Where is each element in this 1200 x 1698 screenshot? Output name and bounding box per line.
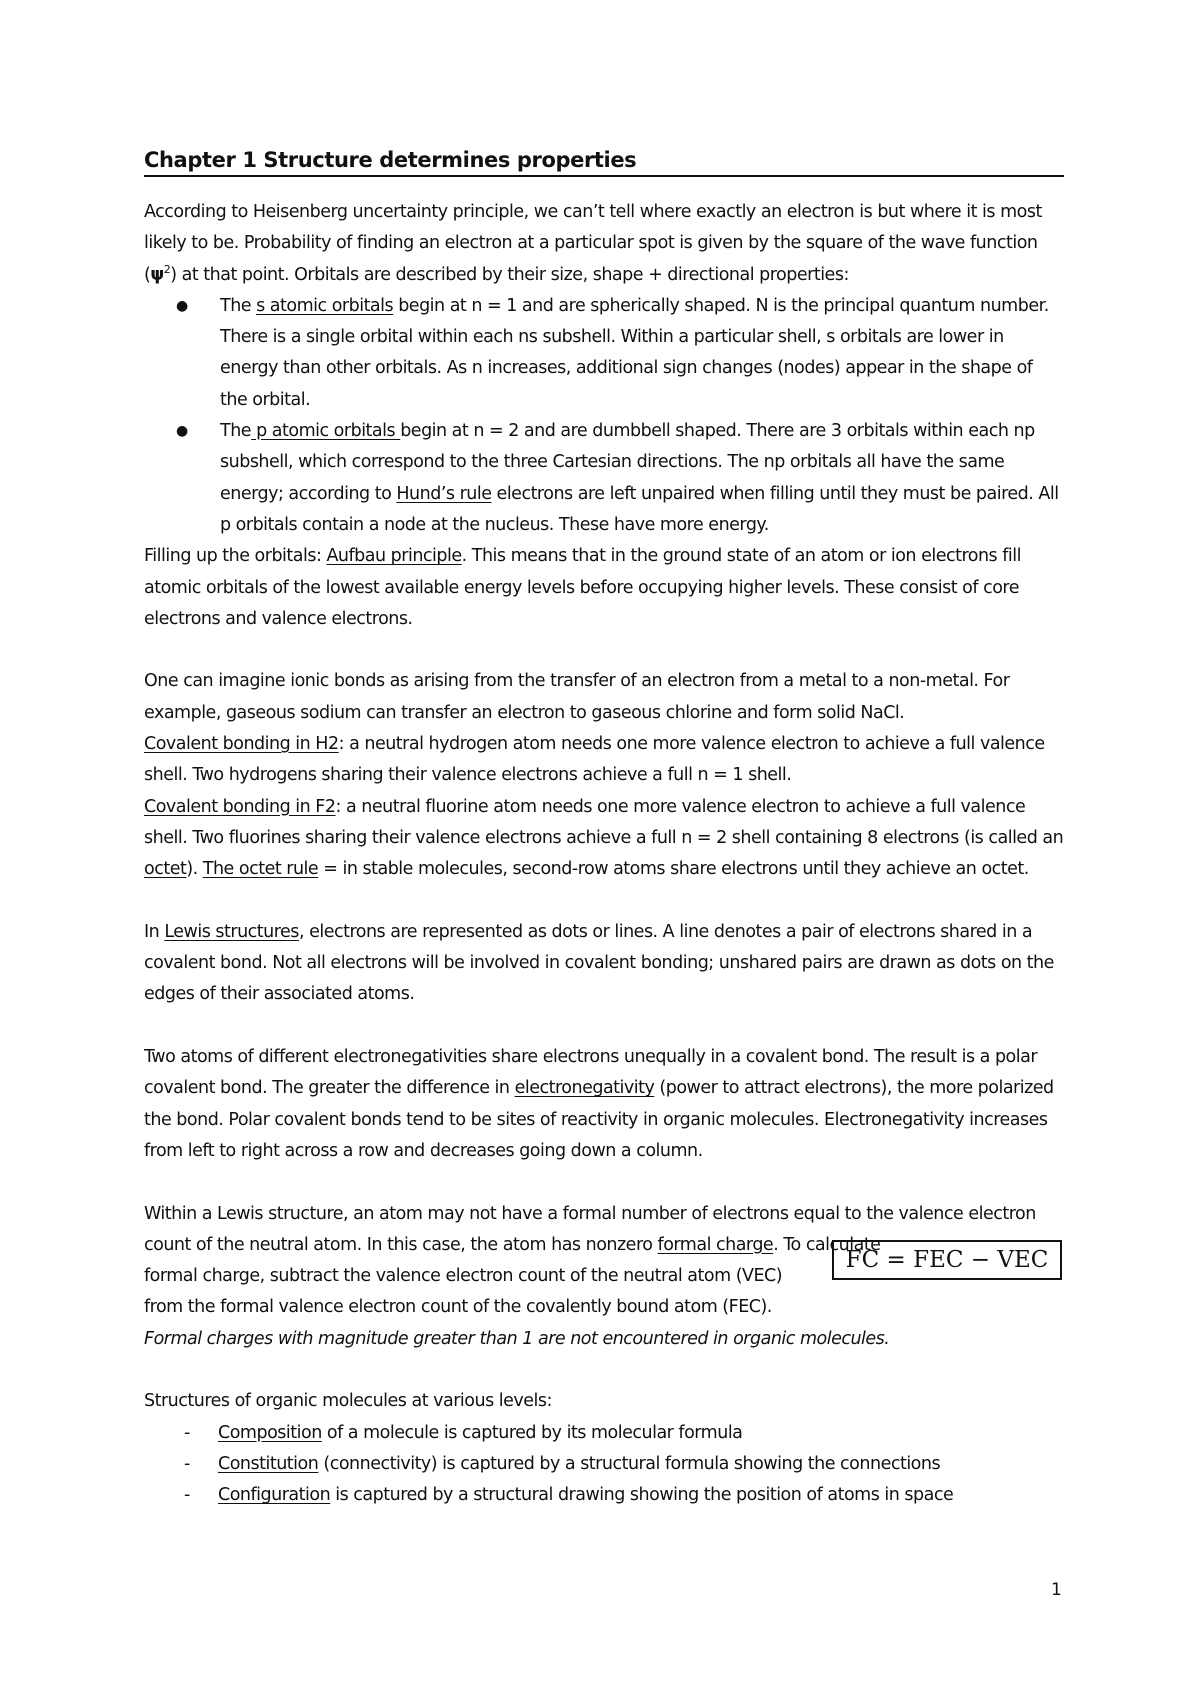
formula-box: FC = FEC − VEC (832, 1240, 1062, 1280)
term-covalent-h2: Covalent bonding in H2 (144, 734, 339, 755)
orbital-bullet-list (144, 291, 1064, 541)
page-number: 1 (1051, 1580, 1062, 1600)
term-aufbau-principle: Aufbau principle (326, 546, 462, 567)
term-octet: octet (144, 859, 187, 880)
paragraph-ionic-bonds: One can imagine ionic bonds as arising from the transfer of an electron from a metal to a non-metal. For example, gaseous sodium can transfer an electron to gaseous chlorine and form solid NaCl. (144, 671, 1010, 723)
paragraph-orbitals-intro: According to Heisenberg uncertainty principle, we can’t tell where exactly an electron is but where it is most likely to be. Probability of finding an electron at a particular spot is given by the square of the wave function $(\psi^2)$ at that point. Orbitals are described by their size, shape + directional properties: (144, 202, 1042, 285)
bullet-icon: ● (176, 423, 188, 440)
list-item-s-orbitals: ● The s atomic orbitals begin at n = 1 and are spherically shaped. N is the principal quantum number. There is a single orbital within each ns subshell. Within a particular shell, s orbitals are lower in energy than other orbitals. As n increases, additional sign changes (nodes) appear in the shape of the orbital. (144, 291, 1064, 416)
list-item-p-orbitals: ● The p atomic orbitals begin at n = 2 and are dumbbell shaped. There are 3 orbitals within each np subshell, which correspond to the three Cartesian directions. The np orbitals all have the same energy; according to Hund’s rule electrons are left unpaired when filling until they must be paired. All p orbitals contain a node at the nucleus. These have more energy. (144, 416, 1064, 541)
psi-exponent: 2 (163, 262, 171, 276)
formal-charge-note: Formal charges with magnitude greater than 1 are not encountered in organic molecules. (144, 1328, 890, 1349)
term-electronegativity: electronegativity (514, 1078, 655, 1099)
list-item: - Constitution (connectivity) is captured by a structural formula showing the connections (184, 1453, 941, 1474)
paragraph-covalent-h2: Covalent bonding in H2: a neutral hydrogen atom needs one more valence electron to achieve a full valence shell. Two hydrogens sharing their valence electrons achieve a full n = 1 shell. (144, 734, 1045, 786)
document-body (144, 197, 1064, 1511)
paragraph-aufbau: Filling up the orbitals: Aufbau principle. This means that in the ground state of an atom or ion electrons fill atomic orbitals of the lowest available energy levels before occupying higher levels. These consist of core electrons and valence electrons. (144, 546, 1021, 629)
bullet-icon: ● (176, 297, 188, 314)
paragraph-electronegativity: Two atoms of different electronegativities share electrons unequally in a covalent bond. The result is a polar covalent bond. The greater the difference in electronegativity (power to attract electrons), the more polarized the bond. Polar covalent bonds tend to be sites of reactivity in organic molecules. Electronegativity increases from left to right across a row and decreases going down a column. (144, 1047, 1054, 1161)
term-composition: Composition (218, 1422, 322, 1443)
term-constitution: Constitution (218, 1453, 319, 1474)
paragraph-covalent-f2: Covalent bonding in F2: a neutral fluorine atom needs one more valence electron to achieve a full valence shell. Two fluorines sharing their valence electrons achieve a full n = 2 shell containing 8 electrons (is called an octet). The octet rule = in stable molecules, second-row atoms share electrons until they achieve an octet. (144, 796, 1064, 880)
term-hunds-rule: Hund’s rule (396, 483, 492, 504)
term-s-atomic-orbitals: s atomic orbitals (256, 295, 394, 316)
term-configuration: Configuration (218, 1485, 331, 1506)
term-lewis-structures: Lewis structures (164, 921, 299, 942)
formal-charge-section: Within a Lewis structure, an atom may not have a formal number of electrons equal to the valence electron count of the neutral atom. In this case, the atom has nonzero formal charge. To calculate formal charge, subtract the valence electron count of the neutral atom (VEC) from the formal valence electron count of the covalently bound atom (FEC). Formal charges with magnitude greater than 1 are not encountered in organic molecules. FC = FEC − VEC (144, 1199, 1064, 1355)
term-octet-rule: The octet rule (202, 859, 319, 880)
term-formal-charge: formal charge (657, 1234, 774, 1255)
list-item: - Composition of a molecule is captured by its molecular formula (184, 1422, 743, 1443)
term-covalent-f2: Covalent bonding in F2 (144, 796, 336, 817)
chapter-title: Chapter 1 Structure determines properties (144, 148, 1064, 177)
psi-symbol: ψ (150, 264, 164, 285)
paragraph-structure-levels: Structures of organic molecules at various levels: (144, 1391, 552, 1412)
term-p-atomic-orbitals: p atomic orbitals (251, 421, 401, 442)
structure-levels-list (144, 1418, 1064, 1512)
paragraph-lewis: In Lewis structures, electrons are represented as dots or lines. A line denotes a pair of electrons shared in a covalent bond. Not all electrons will be involved in covalent bonding; unshared pairs are drawn as dots on the edges of their associated atoms. (144, 921, 1054, 1005)
list-item: - Configuration is captured by a structural drawing showing the position of atoms in space (184, 1485, 954, 1506)
